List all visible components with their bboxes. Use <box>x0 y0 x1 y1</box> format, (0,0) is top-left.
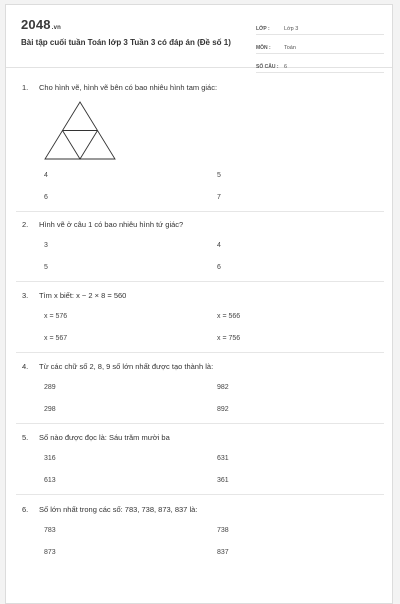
question-3 <box>22 291 382 342</box>
question-divider <box>16 352 384 353</box>
answer-option[interactable]: 6 <box>217 264 221 271</box>
question-number: 6. <box>22 505 29 514</box>
answer-option[interactable]: 631 <box>217 455 229 462</box>
answer-option[interactable]: 361 <box>217 477 229 484</box>
question-number: 4. <box>22 362 29 371</box>
answer-option[interactable]: 837 <box>217 549 229 556</box>
question-text <box>22 220 382 229</box>
meta-value: Lớp 3 <box>284 26 299 32</box>
question-prompt: Hình vẽ ở câu 1 có bao nhiêu hình tứ giác? <box>39 220 184 229</box>
worksheet-header <box>6 5 392 68</box>
question-text <box>22 505 382 514</box>
meta-label: MÔN : <box>256 45 271 51</box>
answer-option[interactable]: 4 <box>44 172 48 179</box>
answer-option[interactable]: 6 <box>44 194 48 201</box>
question-divider <box>16 211 384 212</box>
answer-option[interactable]: 873 <box>44 549 56 556</box>
triangle-figure <box>44 101 116 163</box>
answer-option[interactable]: x = 567 <box>44 335 68 342</box>
meta-label: SỐ CÂU : <box>256 64 279 70</box>
answer-option[interactable]: 892 <box>217 406 229 413</box>
answer-option[interactable]: x = 756 <box>217 335 241 342</box>
answer-option[interactable]: 738 <box>217 527 229 534</box>
worksheet-title: Bài tập cuối tuần Toán lớp 3 Tuần 3 có đáp án (Đề số 1) <box>21 38 231 47</box>
question-number: 3. <box>22 291 29 300</box>
question-4 <box>22 362 382 413</box>
logo-text: 2048 <box>21 17 51 32</box>
worksheet-meta <box>256 19 384 76</box>
answer-option[interactable]: x = 566 <box>217 313 241 320</box>
meta-row-count <box>256 57 384 73</box>
answer-option[interactable]: 3 <box>44 242 48 249</box>
answer-option[interactable]: 289 <box>44 384 56 391</box>
answer-option[interactable]: 613 <box>44 477 56 484</box>
answer-option[interactable]: 7 <box>217 194 221 201</box>
question-text <box>22 291 382 300</box>
question-1 <box>22 83 382 201</box>
question-number: 1. <box>22 83 29 92</box>
answer-option[interactable]: 783 <box>44 527 56 534</box>
answer-option[interactable]: 5 <box>217 172 221 179</box>
meta-value: 6 <box>284 64 288 70</box>
question-text <box>22 433 382 442</box>
meta-label: LỚP : <box>256 26 270 32</box>
question-number: 5. <box>22 433 29 442</box>
site-logo[interactable] <box>21 17 61 32</box>
meta-row-subject <box>256 38 384 54</box>
question-prompt: Từ các chữ số 2, 8, 9 số lớn nhất được tạo thành là: <box>39 362 214 371</box>
question-5 <box>22 433 382 484</box>
question-text <box>22 83 382 92</box>
question-number: 2. <box>22 220 29 229</box>
worksheet-page <box>5 4 393 604</box>
answer-option[interactable]: x = 576 <box>44 313 68 320</box>
meta-value: Toán <box>284 45 296 51</box>
answer-option[interactable]: 298 <box>44 406 56 413</box>
answer-option[interactable]: 982 <box>217 384 229 391</box>
question-prompt: Số lớn nhất trong các số: 783, 738, 873, 837 là: <box>39 505 198 514</box>
question-prompt: Số nào được đọc là: Sáu trăm mười ba <box>39 433 170 442</box>
question-prompt: Tìm x biết: x − 2 × 8 = 560 <box>39 291 127 300</box>
answer-option[interactable]: 316 <box>44 455 56 462</box>
logo-suffix: .vn <box>51 25 62 31</box>
meta-row-class <box>256 19 384 35</box>
question-divider <box>16 494 384 495</box>
question-2 <box>22 220 382 271</box>
question-text <box>22 362 382 371</box>
question-divider <box>16 423 384 424</box>
question-prompt: Cho hình vẽ, hình vẽ bên có bao nhiêu hình tam giác: <box>39 83 218 92</box>
question-6 <box>22 505 382 556</box>
answer-option[interactable]: 5 <box>44 264 48 271</box>
answer-option[interactable]: 4 <box>217 242 221 249</box>
question-divider <box>16 281 384 282</box>
